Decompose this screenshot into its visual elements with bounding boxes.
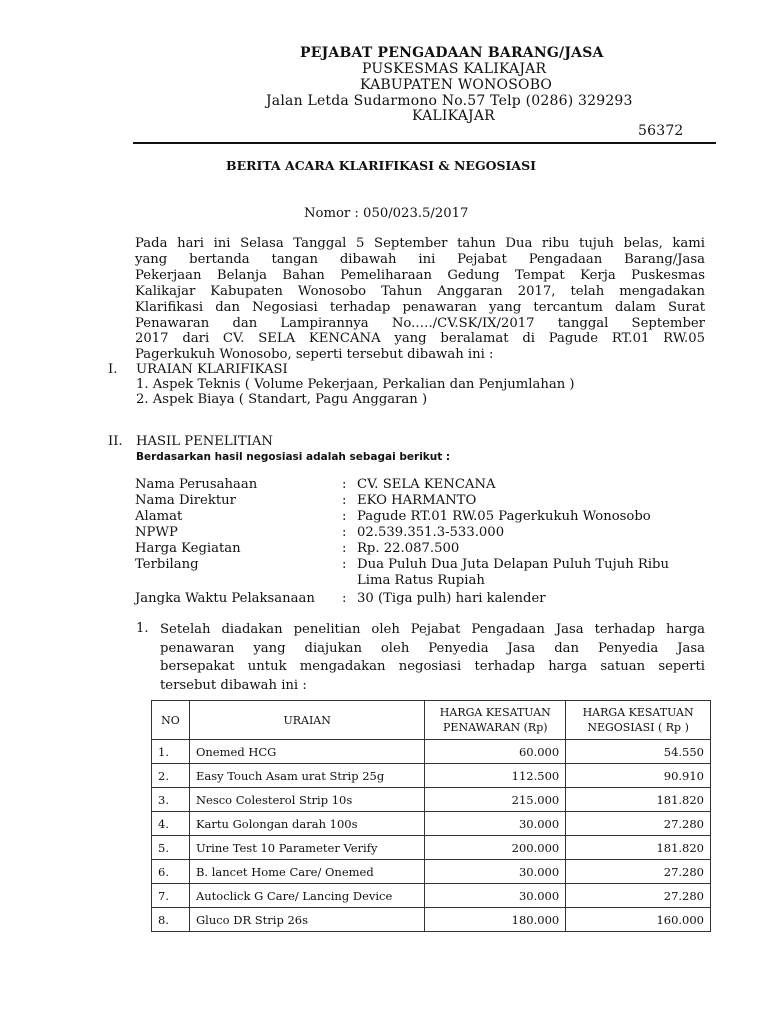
table-row [152,908,711,932]
point-number: 1. [136,621,149,636]
field-separator: : [342,477,347,492]
row-offer-price: 30.000 [425,884,566,908]
row-no: 8. [152,908,190,932]
office-name: PEJABAT PENGADAAN BARANG/JASA [300,45,604,61]
row-description: Nesco Colesterol Strip 10s [189,788,424,812]
section1-item: 2. Aspek Biaya ( Standart, Pagu Anggaran ) [136,392,428,407]
field-separator: : [342,557,347,572]
intro-paragraph [135,236,705,363]
row-no: 2. [152,764,190,788]
document-title: BERITA ACARA KLARIFIKASI & NEGOSIASI [226,158,536,173]
table-header-row [152,701,711,740]
table-row [152,740,711,764]
row-nego-price: 90.910 [566,764,711,788]
table-row [152,836,711,860]
row-description: Easy Touch Asam urat Strip 25g [189,764,424,788]
header-no: NO [152,701,190,740]
point1-line: penawaran yang diajukan oleh Penyedia Jasa dan Penyedia Jasa [160,640,705,656]
field-label: Jangka Waktu Pelaksanaan [135,591,315,606]
row-description: Gluco DR Strip 26s [189,908,424,932]
field-label: Alamat [135,509,183,524]
intro-line: Pada hari ini Selasa Tanggal 5 September tahun Dua ribu tujuh belas, kami [135,236,705,251]
field-separator: : [342,509,347,524]
price-table [151,700,711,932]
field-value: Pagude RT.01 RW.05 Pagerkukuh Wonosobo [357,509,651,524]
row-no: 1. [152,740,190,764]
row-description: Onemed HCG [189,740,424,764]
row-description: B. lancet Home Care/ Onemed [189,860,424,884]
section2-roman: II. [108,434,123,449]
row-offer-price: 112.500 [425,764,566,788]
section1-title: URAIAN KLARIFIKASI [136,362,288,377]
row-no: 7. [152,884,190,908]
section2-title: HASIL PENELITIAN [136,434,273,449]
point1-line: Setelah diadakan penelitian oleh Pejabat Pengadaan Jasa terhadap harga [160,622,705,637]
letterhead-divider [133,142,716,144]
header-offer-line2: PENAWARAN (Rp) [443,721,548,734]
intro-line: Kalikajar Kabupaten Wonosobo Tahun Anggaran 2017, telah mengadakan [135,283,705,299]
row-no: 6. [152,860,190,884]
intro-line: Penawaran dan Lampirannya No.…./CV.SK/IX/2017 tanggal September [135,315,705,331]
field-label: Nama Perusahaan [135,477,258,492]
field-separator: : [342,493,347,508]
row-nego-price: 27.280 [566,860,711,884]
document-number: Nomor : 050/023.5/2017 [304,206,469,221]
row-offer-price: 200.000 [425,836,566,860]
row-no: 5. [152,836,190,860]
field-value: EKO HARMANTO [357,493,477,508]
header-offer-price [425,701,566,740]
field-label: Harga Kegiatan [135,541,241,556]
field-value-continued: Lima Ratus Rupiah [357,573,485,588]
row-nego-price: 27.280 [566,812,711,836]
field-separator: : [342,591,347,606]
intro-line: Klarifikasi dan Negosiasi terhadap penawaran yang tercantum dalam Surat [135,299,705,315]
field-value: 02.539.351.3-533.000 [357,525,505,540]
table-row [152,788,711,812]
row-nego-price: 27.280 [566,884,711,908]
row-description: Urine Test 10 Parameter Verify [189,836,424,860]
row-description: Autoclick G Care/ Lancing Device [189,884,424,908]
regency-name: KABUPATEN WONOSOBO [360,77,553,93]
intro-line: 2017 dari CV. SELA KENCANA yang beralamat di Pagude RT.01 RW.05 [135,331,705,347]
field-separator: : [342,541,347,556]
row-offer-price: 30.000 [425,860,566,884]
city-name: KALIKAJAR [412,108,495,124]
header-nego-line2: NEGOSIASI ( Rp ) [587,721,689,734]
row-offer-price: 30.000 [425,812,566,836]
field-value: 30 (Tiga pulh) hari kalender [357,591,546,606]
table-row [152,884,711,908]
row-no: 4. [152,812,190,836]
postal-code: 56372 [638,123,684,139]
row-nego-price: 181.820 [566,836,711,860]
field-label: Terbilang [135,557,199,572]
row-nego-price: 160.000 [566,908,711,932]
section2-note: Berdasarkan hasil negosiasi adalah sebagai berikut : [136,451,451,463]
field-label: Nama Direktur [135,493,236,508]
header-offer-line1: HARGA KESATUAN [439,706,551,719]
row-nego-price: 181.820 [566,788,711,812]
intro-line: yang bertanda tangan dibawah ini Pejabat Pengadaan Barang/Jasa [135,251,705,267]
row-offer-price: 180.000 [425,908,566,932]
header-nego-line1: HARGA KESATUAN [582,706,694,719]
row-nego-price: 54.550 [566,740,711,764]
row-offer-price: 60.000 [425,740,566,764]
intro-line: Pekerjaan Belanja Bahan Pemeliharaan Gedung Tempat Kerja Puskesmas [135,267,705,283]
header-nego-price [566,701,711,740]
field-value: Rp. 22.087.500 [357,541,460,556]
row-description: Kartu Golongan darah 100s [189,812,424,836]
row-no: 3. [152,788,190,812]
point1-line: tersebut dibawah ini : [160,677,307,693]
unit-name: PUSKESMAS KALIKAJAR [362,61,547,77]
section1-roman: I. [108,362,118,377]
section1-item: 1. Aspek Teknis ( Volume Pekerjaan, Perkalian dan Penjumlahan ) [136,377,575,392]
address-line: Jalan Letda Sudarmono No.57 Telp (0286) 329293 [266,93,633,109]
intro-line: Pagerkukuh Wonosobo, seperti tersebut dibawah ini : [135,347,494,363]
field-separator: : [342,525,347,540]
field-value: CV. SELA KENCANA [357,477,496,492]
field-value: Dua Puluh Dua Juta Delapan Puluh Tujuh Ribu [357,557,669,572]
table-row [152,812,711,836]
header-description: URAIAN [189,701,424,740]
table-row [152,764,711,788]
table-row [152,860,711,884]
field-label: NPWP [135,525,178,540]
point1-paragraph [160,621,705,695]
point1-line: bersepakat untuk mengadakan negosiasi terhadap harga satuan seperti [160,659,705,674]
row-offer-price: 215.000 [425,788,566,812]
